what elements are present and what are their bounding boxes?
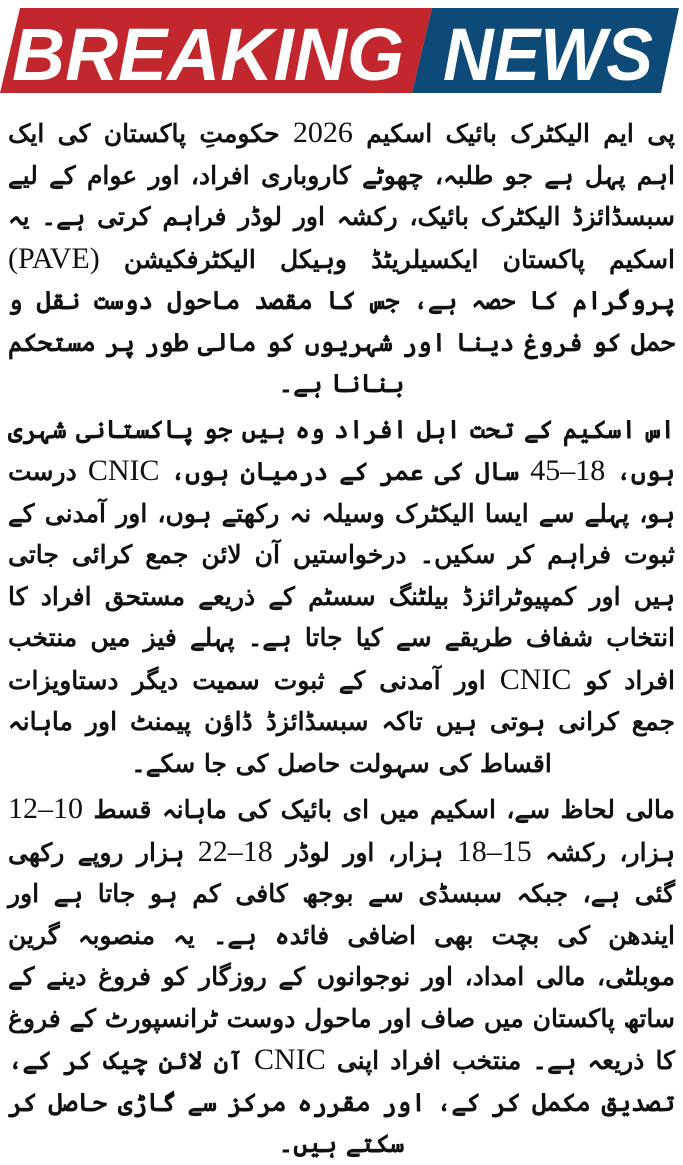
banner-word-news: NEWS (443, 13, 653, 96)
banner-graphic (0, 0, 683, 100)
article-paragraph-eligibility: اس اسکیم کے تحت اہل افراد وہ ہیں جو پاکستانی شہری ہوں، 18–45 سال کی عمر کے درمیان ہوں، CNIC درست ہو، پہلے سے ایسا الیکٹرک وسیلہ نہ رکھتے ہوں، اور آمدنی کے ثبوت فراہم کر سکیں۔ درخواستیں آن لائن جمع کرائی جاتی ہیں اور کمپیوٹرائزڈ بیلٹنگ سسٹم کے ذریعے مستحق افراد کا انتخاب شفاف طریقے سے کیا جاتا ہے۔ پہلے فیز میں منتخب افراد کو CNIC اور آمدنی کے ثبوت سمیت دیگر دستاویزات جمع کرانی ہوتی ہیں تاکہ سبسڈائزڈ ڈاؤن پیمنٹ اور ماہانہ اقساط کی سہولت حاصل کی جا سکے۔ (8, 414, 675, 778)
latin-text-run: CNIC (254, 1043, 326, 1076)
latin-text-run: 10–12 (8, 792, 83, 825)
article-paragraph-intro: پی ایم الیکٹرک بائیک اسکیم 2026 حکومتِ پاکستان کی ایک اہم پہل ہے جو طلبہ، چھوٹے کاروباری افراد، اور عوام کے لیے سبسڈائزڈ الیکٹرک بائیک، رکشہ اور لوڈر فراہم کرتی ہے۔ یہ اسکیم پاکستان ایکسیلریٹڈ وہیکل الیکٹرفکیشن (PAVE) پروگرام کا حصہ ہے، جس کا مقصد ماحول دوست نقل و حمل کو فروغ دینا اور شہریوں کو مالی طور پر مستحکم بنانا ہے۔ (8, 116, 675, 398)
latin-text-run: 15–18 (456, 834, 532, 868)
latin-text-run: 2026 (292, 116, 353, 149)
latin-text-run: CNIC (499, 662, 572, 696)
breaking-news-banner (0, 0, 683, 100)
latin-text-run: 18–45 (530, 454, 606, 487)
latin-text-run: (PAVE) (8, 241, 100, 275)
latin-text-run: CNIC (87, 454, 160, 487)
latin-text-run: 18–22 (197, 834, 273, 868)
article-paragraph-financials: مالی لحاظ سے، اسکیم میں ای بائیک کی ماہانہ قسط 10–12 ہزار، رکشہ 15–18 ہزار، اور لوڈر 18–22 ہزار روپے رکھی گئی ہے، جبکہ سبسڈی سے بوجھ کافی کم ہو جاتا ہے اور ایندھن کی بچت بھی اضافی فائدہ ہے۔ یہ منصوبہ گرین موبلٹی، مالی امداد، اور نوجوانوں کے روزگار کو فروغ دینے کے ساتھ پاکستان میں صاف اور ماحول دوست ٹرانسپورٹ کے فروغ کا ذریعہ ہے۔ منتخب افراد اپنی CNIC آن لائن چیک کر کے، تصدیق مکمل کر کے، اور مقررہ مرکز سے گاڑی حاصل کر سکتے ہیں۔ (8, 792, 675, 1158)
article-body (8, 112, 675, 1165)
banner-word-breaking: BREAKING (12, 13, 404, 96)
